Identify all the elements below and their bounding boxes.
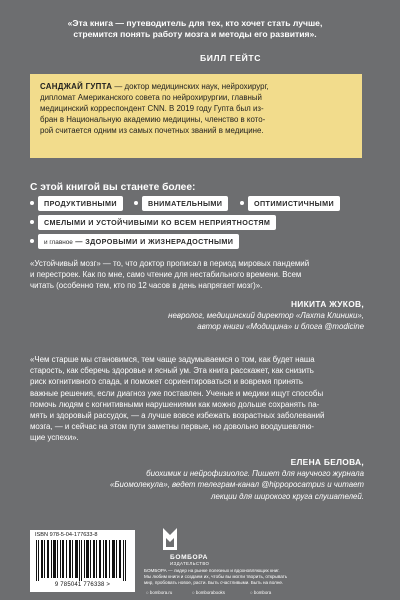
review-line: важные решения, если диагноз уже поставлен. Ученые и медики ищут способы — [30, 388, 324, 398]
benefit-pill-healthy-text: — ЗДОРОВЫМИ И ЖИЗНЕРАДОСТНЫМИ — [72, 237, 234, 246]
review-line: помочь людям с когнитивными нарушениями как можно дольше сохранять па- — [30, 399, 320, 409]
website-link[interactable]: bombora.ru — [149, 590, 173, 595]
barcode — [30, 530, 135, 592]
author-bio-line-1: — доктор медицинских наук, нейрохирург, — [112, 82, 269, 91]
benefit-pill-optimistic: ОПТИМИСТИЧНЫМИ — [248, 196, 340, 211]
author-bio-line-5: рой считается одним из самых почетных званий в медицине. — [40, 126, 264, 136]
social-vk[interactable]: ○ bombora — [250, 590, 272, 595]
benefit-pill-productive: ПРОДУКТИВНЫМИ — [38, 196, 123, 211]
review-line: щие успехи». — [30, 433, 79, 443]
quote-line-1: «Эта книга — путеводитель для тех, кто хочет стать лучше, — [67, 18, 323, 28]
review-zhukov — [30, 258, 366, 292]
author-bio-box — [30, 74, 362, 158]
instagram-link[interactable]: bomborabooks — [195, 590, 225, 595]
cred-line: биохимик и нейрофизиолог. Пишет для научного журнала — [146, 469, 364, 478]
social-site[interactable]: ○ bombora.ru — [146, 590, 173, 595]
benefit-pill-brave: СМЕЛЫМИ И УСТОЙЧИВЫМИ КО ВСЕМ НЕПРИЯТНОСТЯМ — [38, 215, 276, 230]
review-line: «Устойчивый мозг» — то, что доктор прописал в период мировых пандемий — [30, 259, 310, 268]
quote-line-2: стремится понять работу мозга и методы его развития». — [73, 29, 317, 40]
benefit-pill-attentive: ВНИМАТЕЛЬНЫМИ — [142, 196, 228, 211]
bullet-dot — [240, 201, 244, 205]
benefits-title: С этой книгой вы станете более: — [30, 182, 196, 193]
social-instagram[interactable]: ○ bomborabooks — [192, 590, 225, 595]
review-line: читать (особенно тем, кто по 12 часов в день напрягает мозг)». — [30, 281, 263, 291]
publisher-line: мир, пробовать новое, расти. Быть счастливыми. Быть на волне. — [144, 579, 284, 585]
cred-line: «Биомолекула», ведет телеграм-канал @hippopocampus и читает — [110, 480, 364, 490]
publisher-subtitle: ИЗДАТЕЛЬСТВО — [170, 561, 210, 566]
reviewer-name-belova: ЕЛЕНА БЕЛОВА, — [290, 457, 364, 467]
cred-line: лекции для широкого круга слушателей. — [211, 491, 364, 501]
quote-author: БИЛЛ ГЕЙТС — [200, 53, 262, 63]
publisher-name: БОМБОРА — [170, 554, 209, 561]
author-bio-line-4: бран в Национальную академию медицины, членство в кото- — [40, 115, 266, 125]
benefit-pill-prefix: и главное — [44, 239, 73, 246]
bill-gates-quote — [30, 18, 360, 41]
bullet-dot — [30, 239, 34, 243]
review-belova — [30, 354, 366, 444]
isbn-number: ISBN 978-5-04-177633-8 — [35, 532, 98, 538]
review-line: мять и здоровый рассудок, — а лучше вовсе избежать возрастных заболеваний — [30, 411, 325, 421]
reviewer-credentials-belova — [44, 468, 364, 502]
bullet-dot — [30, 201, 34, 205]
review-line: старость, как сберечь здоровье и ясный ум. Эта книга расскажет, как снизить — [30, 366, 314, 376]
cred-line: автор книги «Модицина» и блога @modicine — [197, 322, 364, 332]
publisher-description — [144, 568, 364, 585]
bullet-dot — [134, 201, 138, 205]
publisher-line: БОМБОРА — лидер на рынке полезных и вдохновляющих книг. — [144, 568, 280, 573]
reviewer-credentials-zhukov — [64, 310, 364, 333]
review-line: и перестроек. Как по мне, само чтение для нестабильного времени. Всем — [30, 270, 302, 280]
author-name: САНДЖАЙ ГУПТА — [40, 82, 113, 91]
cred-line: невролог, медицинский директор «Лахта Клиники», — [168, 311, 364, 320]
author-bio-line-2: дипломат Американского совета по нейрохирургии, главный — [40, 93, 262, 103]
review-line: мозга, — и сейчас на этом пути заметны первые, но довольно воодушевляю- — [30, 422, 315, 432]
benefit-pill-healthy — [38, 234, 239, 249]
review-line: риск когнитивного спада, и поможет сориентироваться и вовремя принять — [30, 377, 303, 387]
review-line: «Чем старше мы становимся, тем чаще задумываемся о том, как будет наша — [30, 355, 315, 364]
vk-link[interactable]: bombora — [253, 590, 272, 595]
bullet-dot — [30, 220, 34, 224]
reviewer-name-zhukov: НИКИТА ЖУКОВ, — [290, 299, 364, 309]
publisher-line: Мы любим книги и создаем их, чтобы вы могли творить, открывать — [144, 573, 288, 579]
author-bio-line-3: медицинский корреспондент CNN. В 2019 году Гупта был из- — [40, 104, 264, 114]
bombora-logo-icon — [159, 526, 181, 552]
barcode-digits: 9 785041 776338 > — [54, 582, 111, 588]
barcode-bars — [34, 540, 131, 581]
